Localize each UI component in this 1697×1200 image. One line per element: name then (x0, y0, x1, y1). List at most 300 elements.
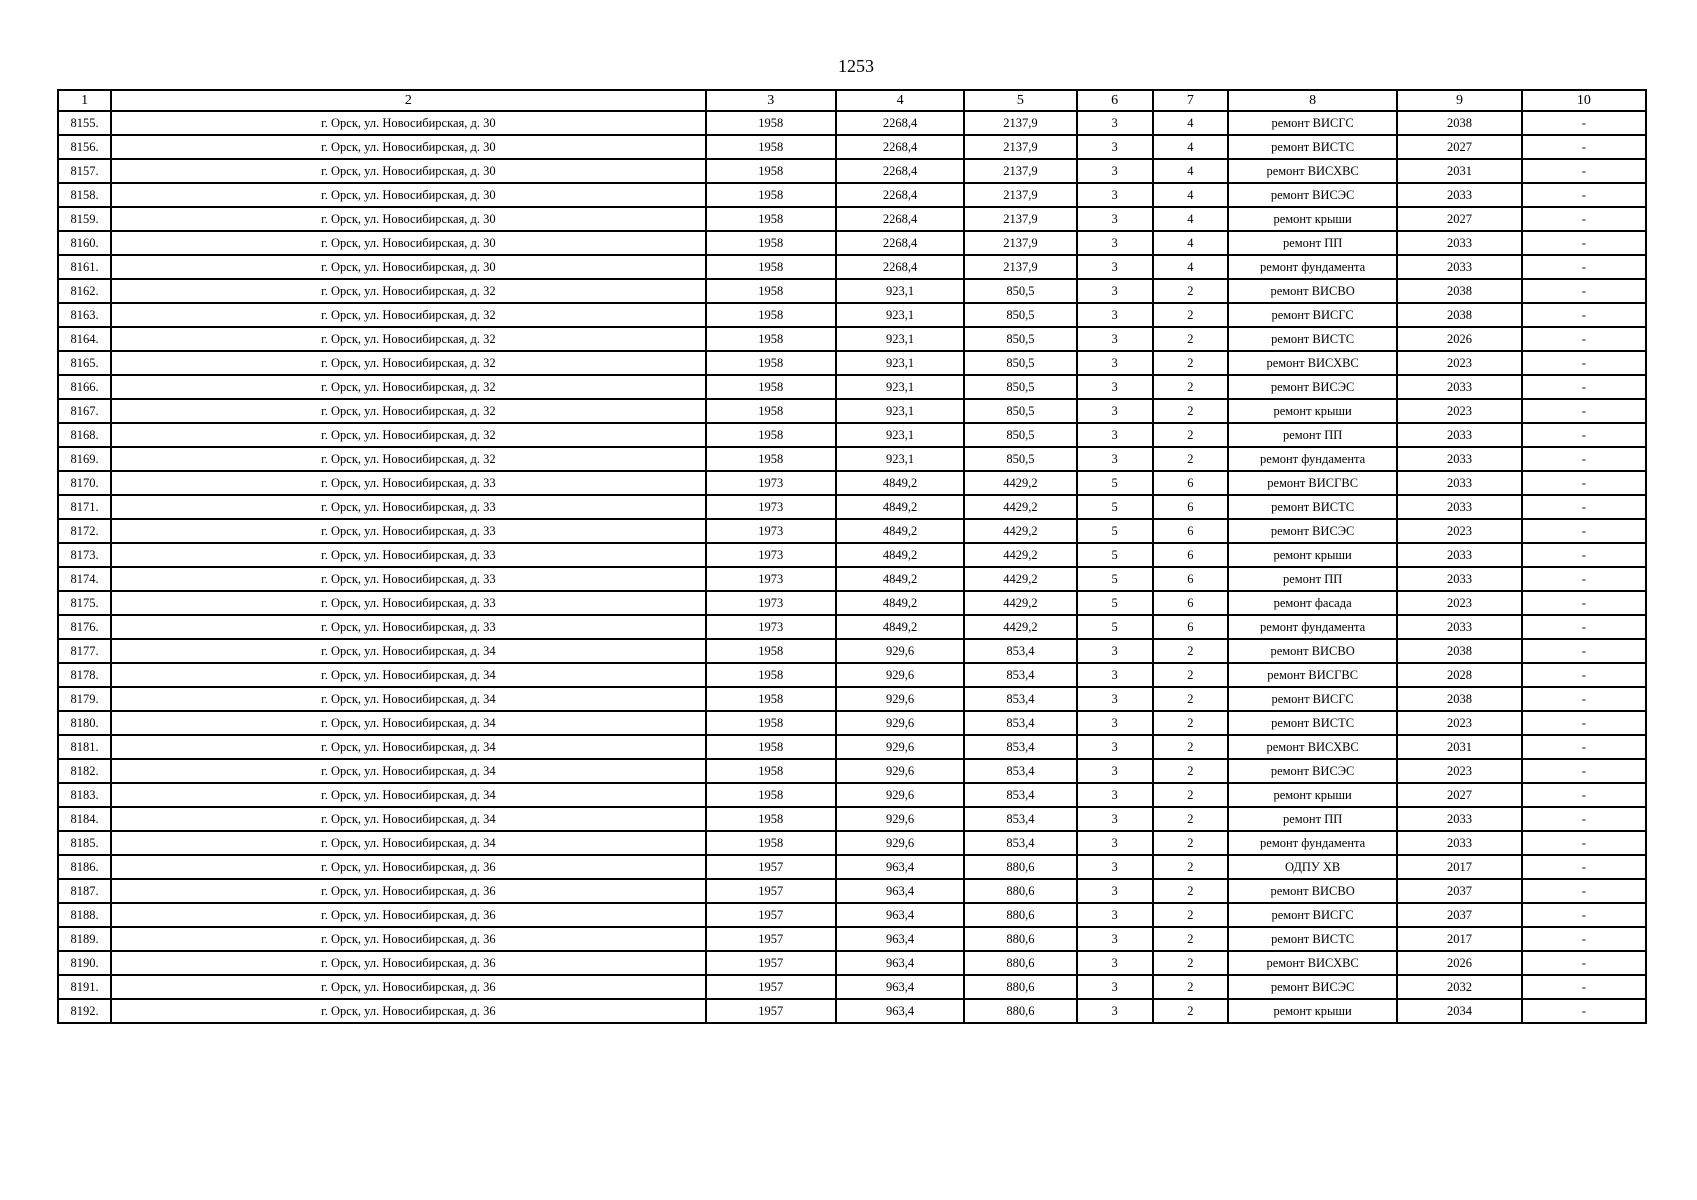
cell-entrances: 6 (1153, 543, 1228, 567)
cell-entrances: 2 (1153, 735, 1228, 759)
cell-entrances: 6 (1153, 495, 1228, 519)
cell-total-area: 923,1 (836, 447, 964, 471)
cell-address: г. Орск, ул. Новосибирская, д. 33 (111, 471, 705, 495)
cell-note: - (1522, 879, 1646, 903)
cell-planned-year: 2033 (1397, 471, 1521, 495)
cell-floors: 5 (1077, 495, 1153, 519)
cell-entrances: 2 (1153, 279, 1228, 303)
cell-entrances: 4 (1153, 183, 1228, 207)
column-header-8: 8 (1228, 90, 1397, 111)
cell-planned-year: 2026 (1397, 327, 1521, 351)
cell-work-type: ремонт крыши (1228, 399, 1397, 423)
cell-living-area: 850,5 (964, 279, 1076, 303)
cell-living-area: 4429,2 (964, 495, 1076, 519)
cell-entrances: 2 (1153, 855, 1228, 879)
cell-entrances: 6 (1153, 567, 1228, 591)
column-header-7: 7 (1153, 90, 1228, 111)
cell-address: г. Орск, ул. Новосибирская, д. 34 (111, 831, 705, 855)
cell-build-year: 1957 (706, 903, 836, 927)
table-row (58, 447, 1646, 471)
cell-living-area: 853,4 (964, 783, 1076, 807)
cell-planned-year: 2017 (1397, 927, 1521, 951)
cell-floors: 3 (1077, 375, 1153, 399)
cell-work-type: ремонт ВИСТС (1228, 927, 1397, 951)
cell-work-type: ремонт ПП (1228, 231, 1397, 255)
cell-note: - (1522, 495, 1646, 519)
cell-entrances: 2 (1153, 903, 1228, 927)
cell-build-year: 1958 (706, 687, 836, 711)
cell-note: - (1522, 159, 1646, 183)
cell-entrances: 2 (1153, 783, 1228, 807)
table-row (58, 519, 1646, 543)
cell-floors: 3 (1077, 831, 1153, 855)
cell-total-area: 923,1 (836, 303, 964, 327)
cell-build-year: 1958 (706, 639, 836, 663)
cell-floors: 3 (1077, 927, 1153, 951)
cell-living-area: 850,5 (964, 351, 1076, 375)
cell-row-number: 8184. (58, 807, 111, 831)
cell-address: г. Орск, ул. Новосибирская, д. 36 (111, 855, 705, 879)
cell-total-area: 963,4 (836, 903, 964, 927)
cell-build-year: 1958 (706, 423, 836, 447)
cell-living-area: 880,6 (964, 951, 1076, 975)
cell-row-number: 8173. (58, 543, 111, 567)
cell-entrances: 2 (1153, 399, 1228, 423)
cell-address: г. Орск, ул. Новосибирская, д. 30 (111, 231, 705, 255)
cell-work-type: ремонт ВИСЭС (1228, 519, 1397, 543)
cell-living-area: 853,4 (964, 735, 1076, 759)
column-header-1: 1 (58, 90, 111, 111)
cell-work-type: ремонт ВИСЭС (1228, 759, 1397, 783)
cell-floors: 5 (1077, 615, 1153, 639)
cell-address: г. Орск, ул. Новосибирская, д. 34 (111, 759, 705, 783)
cell-total-area: 923,1 (836, 279, 964, 303)
cell-build-year: 1973 (706, 519, 836, 543)
cell-build-year: 1958 (706, 351, 836, 375)
cell-planned-year: 2023 (1397, 759, 1521, 783)
cell-living-area: 853,4 (964, 807, 1076, 831)
cell-planned-year: 2037 (1397, 903, 1521, 927)
cell-floors: 3 (1077, 159, 1153, 183)
cell-planned-year: 2017 (1397, 855, 1521, 879)
cell-entrances: 4 (1153, 135, 1228, 159)
cell-total-area: 2268,4 (836, 135, 964, 159)
cell-address: г. Орск, ул. Новосибирская, д. 32 (111, 375, 705, 399)
cell-entrances: 2 (1153, 663, 1228, 687)
cell-address: г. Орск, ул. Новосибирская, д. 30 (111, 159, 705, 183)
table-body (58, 111, 1646, 1023)
cell-note: - (1522, 999, 1646, 1023)
cell-build-year: 1973 (706, 543, 836, 567)
cell-planned-year: 2031 (1397, 159, 1521, 183)
cell-living-area: 880,6 (964, 999, 1076, 1023)
table-row (58, 711, 1646, 735)
cell-total-area: 929,6 (836, 711, 964, 735)
cell-total-area: 929,6 (836, 807, 964, 831)
cell-work-type: ремонт фундамента (1228, 255, 1397, 279)
cell-row-number: 8189. (58, 927, 111, 951)
cell-entrances: 2 (1153, 375, 1228, 399)
cell-entrances: 6 (1153, 471, 1228, 495)
cell-note: - (1522, 711, 1646, 735)
cell-work-type: ремонт крыши (1228, 543, 1397, 567)
cell-build-year: 1957 (706, 927, 836, 951)
cell-address: г. Орск, ул. Новосибирская, д. 32 (111, 303, 705, 327)
cell-row-number: 8188. (58, 903, 111, 927)
cell-note: - (1522, 375, 1646, 399)
cell-row-number: 8190. (58, 951, 111, 975)
cell-floors: 3 (1077, 183, 1153, 207)
cell-note: - (1522, 831, 1646, 855)
cell-entrances: 2 (1153, 687, 1228, 711)
cell-work-type: ремонт ПП (1228, 807, 1397, 831)
cell-entrances: 2 (1153, 423, 1228, 447)
cell-work-type: ремонт фундамента (1228, 615, 1397, 639)
cell-work-type: ремонт ВИСХВС (1228, 735, 1397, 759)
cell-address: г. Орск, ул. Новосибирская, д. 30 (111, 135, 705, 159)
cell-floors: 3 (1077, 351, 1153, 375)
table-row (58, 663, 1646, 687)
cell-floors: 3 (1077, 735, 1153, 759)
cell-total-area: 929,6 (836, 831, 964, 855)
cell-note: - (1522, 303, 1646, 327)
cell-floors: 3 (1077, 423, 1153, 447)
cell-build-year: 1958 (706, 303, 836, 327)
cell-planned-year: 2033 (1397, 447, 1521, 471)
cell-build-year: 1958 (706, 711, 836, 735)
cell-address: г. Орск, ул. Новосибирская, д. 34 (111, 711, 705, 735)
cell-floors: 3 (1077, 855, 1153, 879)
cell-planned-year: 2033 (1397, 543, 1521, 567)
cell-work-type: ремонт ВИСВО (1228, 879, 1397, 903)
cell-work-type: ремонт ВИСГС (1228, 903, 1397, 927)
cell-floors: 5 (1077, 519, 1153, 543)
cell-total-area: 923,1 (836, 327, 964, 351)
cell-floors: 3 (1077, 279, 1153, 303)
cell-row-number: 8171. (58, 495, 111, 519)
cell-living-area: 850,5 (964, 423, 1076, 447)
cell-work-type: ремонт ВИСЭС (1228, 375, 1397, 399)
cell-note: - (1522, 567, 1646, 591)
cell-total-area: 4849,2 (836, 615, 964, 639)
table-header (58, 90, 1646, 111)
cell-row-number: 8175. (58, 591, 111, 615)
cell-entrances: 2 (1153, 951, 1228, 975)
cell-total-area: 2268,4 (836, 231, 964, 255)
cell-planned-year: 2033 (1397, 231, 1521, 255)
column-header-6: 6 (1077, 90, 1153, 111)
table-row (58, 327, 1646, 351)
cell-row-number: 8186. (58, 855, 111, 879)
cell-work-type: ремонт ВИСГС (1228, 303, 1397, 327)
cell-planned-year: 2038 (1397, 639, 1521, 663)
column-header-4: 4 (836, 90, 964, 111)
cell-row-number: 8187. (58, 879, 111, 903)
cell-entrances: 2 (1153, 927, 1228, 951)
page-number: 1253 (838, 56, 874, 76)
cell-note: - (1522, 807, 1646, 831)
cell-work-type: ремонт ВИСТС (1228, 327, 1397, 351)
cell-work-type: ремонт ВИСТС (1228, 135, 1397, 159)
table-row (58, 687, 1646, 711)
cell-note: - (1522, 903, 1646, 927)
cell-row-number: 8179. (58, 687, 111, 711)
cell-total-area: 923,1 (836, 423, 964, 447)
cell-planned-year: 2023 (1397, 351, 1521, 375)
cell-floors: 5 (1077, 591, 1153, 615)
cell-entrances: 2 (1153, 999, 1228, 1023)
cell-living-area: 850,5 (964, 303, 1076, 327)
cell-build-year: 1957 (706, 855, 836, 879)
cell-floors: 3 (1077, 663, 1153, 687)
cell-total-area: 4849,2 (836, 567, 964, 591)
column-header-2: 2 (111, 90, 705, 111)
cell-address: г. Орск, ул. Новосибирская, д. 34 (111, 807, 705, 831)
table-row (58, 423, 1646, 447)
cell-address: г. Орск, ул. Новосибирская, д. 34 (111, 639, 705, 663)
cell-entrances: 6 (1153, 615, 1228, 639)
table-row (58, 255, 1646, 279)
cell-address: г. Орск, ул. Новосибирская, д. 30 (111, 183, 705, 207)
cell-row-number: 8160. (58, 231, 111, 255)
cell-floors: 3 (1077, 951, 1153, 975)
cell-total-area: 929,6 (836, 663, 964, 687)
cell-entrances: 2 (1153, 639, 1228, 663)
header-row (58, 90, 1646, 111)
cell-address: г. Орск, ул. Новосибирская, д. 32 (111, 447, 705, 471)
cell-work-type: ремонт ВИСВО (1228, 639, 1397, 663)
cell-planned-year: 2023 (1397, 399, 1521, 423)
cell-planned-year: 2032 (1397, 975, 1521, 999)
column-header-5: 5 (964, 90, 1076, 111)
cell-note: - (1522, 951, 1646, 975)
cell-entrances: 4 (1153, 111, 1228, 135)
cell-address: г. Орск, ул. Новосибирская, д. 33 (111, 567, 705, 591)
cell-note: - (1522, 423, 1646, 447)
cell-planned-year: 2038 (1397, 279, 1521, 303)
cell-total-area: 923,1 (836, 351, 964, 375)
cell-build-year: 1958 (706, 279, 836, 303)
cell-work-type: ОДПУ ХВ (1228, 855, 1397, 879)
cell-address: г. Орск, ул. Новосибирская, д. 30 (111, 207, 705, 231)
table-row (58, 639, 1646, 663)
cell-row-number: 8162. (58, 279, 111, 303)
cell-note: - (1522, 135, 1646, 159)
cell-living-area: 4429,2 (964, 567, 1076, 591)
cell-address: г. Орск, ул. Новосибирская, д. 30 (111, 111, 705, 135)
cell-floors: 5 (1077, 567, 1153, 591)
cell-planned-year: 2031 (1397, 735, 1521, 759)
cell-note: - (1522, 663, 1646, 687)
cell-total-area: 2268,4 (836, 183, 964, 207)
table-row (58, 927, 1646, 951)
cell-total-area: 929,6 (836, 735, 964, 759)
cell-living-area: 2137,9 (964, 231, 1076, 255)
table-row (58, 591, 1646, 615)
cell-work-type: ремонт ВИСТС (1228, 495, 1397, 519)
cell-note: - (1522, 255, 1646, 279)
cell-build-year: 1958 (706, 111, 836, 135)
cell-entrances: 4 (1153, 159, 1228, 183)
cell-planned-year: 2033 (1397, 567, 1521, 591)
cell-build-year: 1958 (706, 375, 836, 399)
cell-build-year: 1958 (706, 399, 836, 423)
table-row (58, 399, 1646, 423)
cell-row-number: 8164. (58, 327, 111, 351)
cell-row-number: 8180. (58, 711, 111, 735)
table-row (58, 207, 1646, 231)
cell-living-area: 2137,9 (964, 135, 1076, 159)
cell-row-number: 8166. (58, 375, 111, 399)
cell-note: - (1522, 231, 1646, 255)
cell-floors: 3 (1077, 783, 1153, 807)
cell-living-area: 4429,2 (964, 615, 1076, 639)
table-row (58, 279, 1646, 303)
cell-work-type: ремонт крыши (1228, 207, 1397, 231)
cell-work-type: ремонт ВИСГВС (1228, 471, 1397, 495)
cell-living-area: 880,6 (964, 903, 1076, 927)
cell-work-type: ремонт ВИСВО (1228, 279, 1397, 303)
cell-living-area: 853,4 (964, 663, 1076, 687)
cell-row-number: 8161. (58, 255, 111, 279)
cell-note: - (1522, 639, 1646, 663)
table-row (58, 831, 1646, 855)
cell-living-area: 853,4 (964, 759, 1076, 783)
table-row (58, 351, 1646, 375)
table-row (58, 111, 1646, 135)
cell-address: г. Орск, ул. Новосибирская, д. 34 (111, 663, 705, 687)
cell-row-number: 8169. (58, 447, 111, 471)
cell-living-area: 4429,2 (964, 519, 1076, 543)
table-row (58, 303, 1646, 327)
cell-address: г. Орск, ул. Новосибирская, д. 36 (111, 927, 705, 951)
cell-work-type: ремонт крыши (1228, 999, 1397, 1023)
cell-work-type: ремонт ВИСХВС (1228, 351, 1397, 375)
cell-address: г. Орск, ул. Новосибирская, д. 30 (111, 255, 705, 279)
cell-floors: 3 (1077, 687, 1153, 711)
cell-row-number: 8178. (58, 663, 111, 687)
cell-address: г. Орск, ул. Новосибирская, д. 34 (111, 687, 705, 711)
cell-build-year: 1957 (706, 879, 836, 903)
cell-floors: 3 (1077, 231, 1153, 255)
cell-note: - (1522, 783, 1646, 807)
cell-planned-year: 2034 (1397, 999, 1521, 1023)
cell-living-area: 850,5 (964, 327, 1076, 351)
cell-build-year: 1958 (706, 663, 836, 687)
cell-living-area: 4429,2 (964, 543, 1076, 567)
table-row (58, 735, 1646, 759)
cell-planned-year: 2023 (1397, 711, 1521, 735)
cell-work-type: ремонт ПП (1228, 567, 1397, 591)
cell-note: - (1522, 399, 1646, 423)
cell-floors: 3 (1077, 879, 1153, 903)
cell-row-number: 8159. (58, 207, 111, 231)
cell-floors: 3 (1077, 111, 1153, 135)
cell-row-number: 8176. (58, 615, 111, 639)
cell-entrances: 2 (1153, 303, 1228, 327)
cell-address: г. Орск, ул. Новосибирская, д. 33 (111, 519, 705, 543)
table-row (58, 783, 1646, 807)
table-row (58, 975, 1646, 999)
cell-planned-year: 2033 (1397, 615, 1521, 639)
cell-planned-year: 2033 (1397, 255, 1521, 279)
cell-floors: 3 (1077, 327, 1153, 351)
repair-schedule-table (57, 89, 1647, 1024)
cell-living-area: 4429,2 (964, 471, 1076, 495)
cell-work-type: ремонт фундамента (1228, 831, 1397, 855)
table-row (58, 951, 1646, 975)
cell-total-area: 929,6 (836, 639, 964, 663)
cell-build-year: 1958 (706, 231, 836, 255)
cell-living-area: 880,6 (964, 855, 1076, 879)
cell-total-area: 2268,4 (836, 159, 964, 183)
table-row (58, 807, 1646, 831)
cell-living-area: 2137,9 (964, 159, 1076, 183)
cell-row-number: 8172. (58, 519, 111, 543)
cell-work-type: ремонт ВИСГВС (1228, 663, 1397, 687)
cell-work-type: ремонт фасада (1228, 591, 1397, 615)
cell-address: г. Орск, ул. Новосибирская, д. 34 (111, 735, 705, 759)
cell-floors: 5 (1077, 543, 1153, 567)
cell-build-year: 1973 (706, 591, 836, 615)
cell-floors: 3 (1077, 447, 1153, 471)
cell-floors: 3 (1077, 255, 1153, 279)
cell-living-area: 880,6 (964, 879, 1076, 903)
cell-address: г. Орск, ул. Новосибирская, д. 33 (111, 591, 705, 615)
cell-planned-year: 2038 (1397, 303, 1521, 327)
cell-total-area: 4849,2 (836, 495, 964, 519)
table-row (58, 495, 1646, 519)
cell-build-year: 1973 (706, 471, 836, 495)
table-row (58, 879, 1646, 903)
column-header-10: 10 (1522, 90, 1646, 111)
cell-build-year: 1973 (706, 495, 836, 519)
cell-address: г. Орск, ул. Новосибирская, д. 36 (111, 951, 705, 975)
cell-floors: 3 (1077, 975, 1153, 999)
cell-build-year: 1958 (706, 255, 836, 279)
cell-planned-year: 2027 (1397, 207, 1521, 231)
cell-total-area: 963,4 (836, 855, 964, 879)
cell-planned-year: 2033 (1397, 423, 1521, 447)
cell-total-area: 963,4 (836, 927, 964, 951)
cell-row-number: 8170. (58, 471, 111, 495)
cell-build-year: 1973 (706, 567, 836, 591)
cell-living-area: 2137,9 (964, 111, 1076, 135)
table-row (58, 183, 1646, 207)
cell-note: - (1522, 111, 1646, 135)
cell-note: - (1522, 735, 1646, 759)
cell-planned-year: 2033 (1397, 375, 1521, 399)
cell-build-year: 1957 (706, 999, 836, 1023)
cell-build-year: 1957 (706, 951, 836, 975)
cell-planned-year: 2027 (1397, 135, 1521, 159)
cell-total-area: 4849,2 (836, 591, 964, 615)
cell-floors: 3 (1077, 399, 1153, 423)
cell-note: - (1522, 279, 1646, 303)
cell-planned-year: 2023 (1397, 519, 1521, 543)
cell-entrances: 4 (1153, 231, 1228, 255)
cell-address: г. Орск, ул. Новосибирская, д. 36 (111, 903, 705, 927)
cell-row-number: 8192. (58, 999, 111, 1023)
cell-address: г. Орск, ул. Новосибирская, д. 36 (111, 879, 705, 903)
cell-entrances: 2 (1153, 759, 1228, 783)
cell-work-type: ремонт ВИСЭС (1228, 975, 1397, 999)
cell-address: г. Орск, ул. Новосибирская, д. 33 (111, 615, 705, 639)
cell-row-number: 8185. (58, 831, 111, 855)
cell-living-area: 4429,2 (964, 591, 1076, 615)
cell-note: - (1522, 471, 1646, 495)
cell-floors: 3 (1077, 711, 1153, 735)
